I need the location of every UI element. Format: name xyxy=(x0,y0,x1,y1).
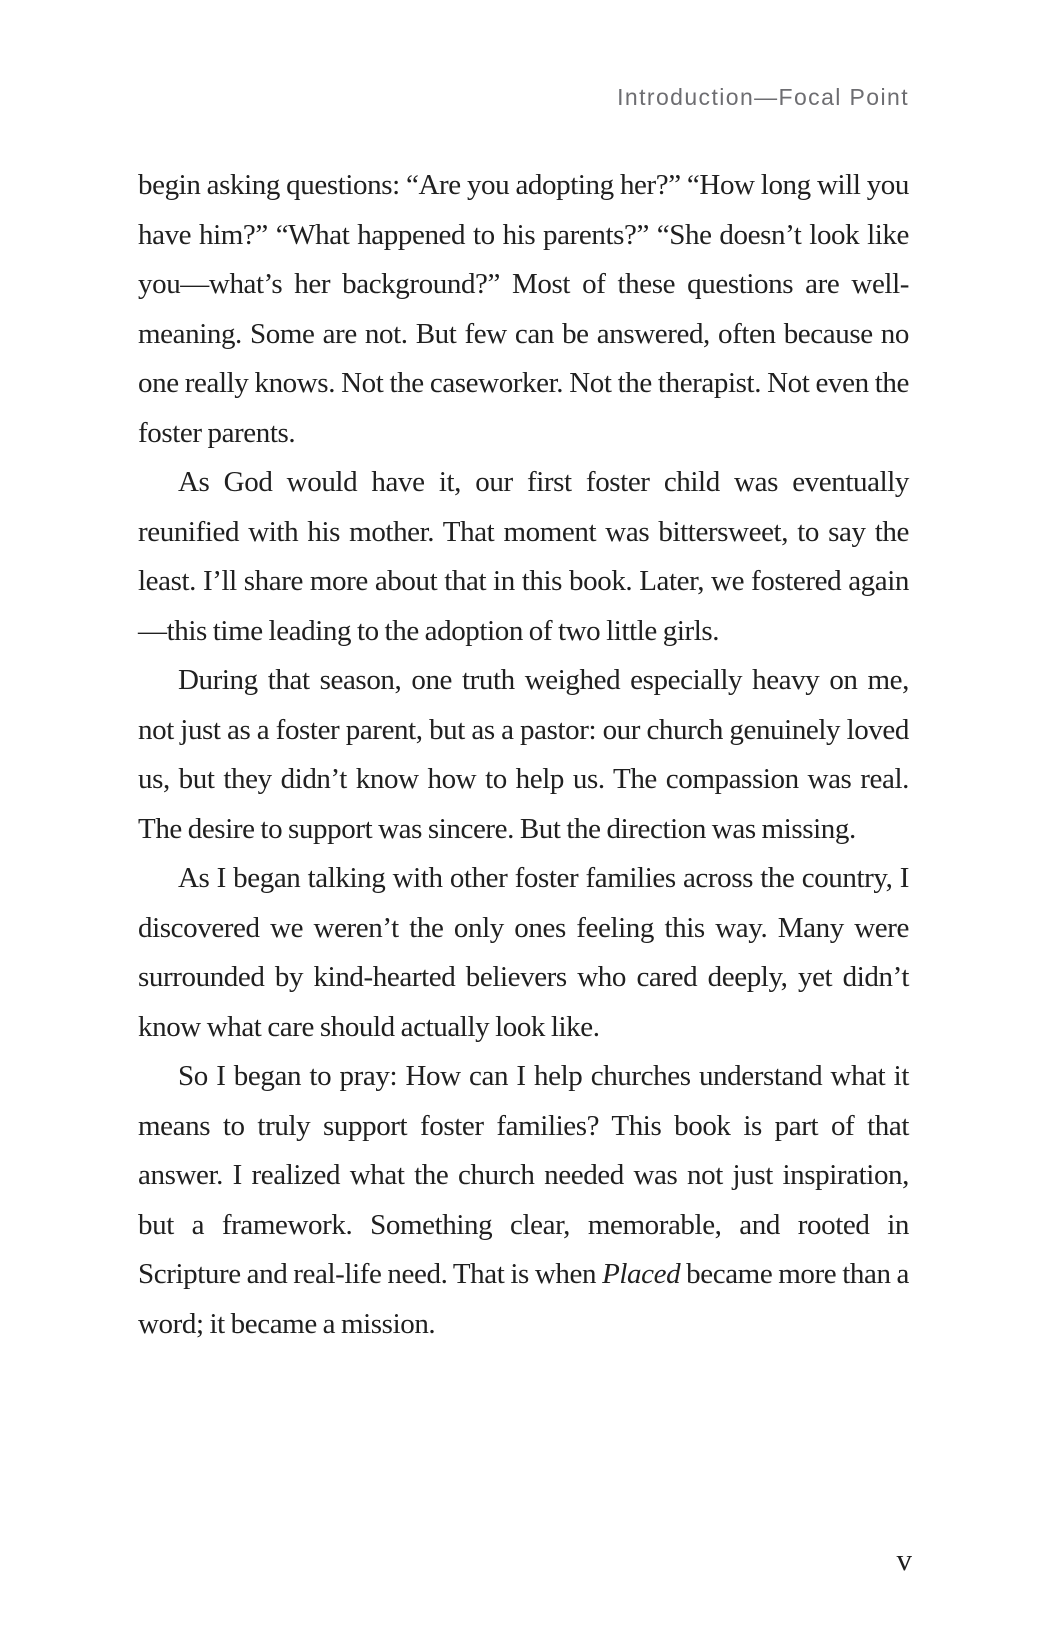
paragraph xyxy=(138,1052,909,1349)
paragraph-continuation: begin asking questions: “Are you adopting her?” “How long will you have him?” “What happened to his parents?” “She doesn’t look like you—what’s her background?” Most of these questions are well-meaning. Some are not. But few can be answered, often because no one really knows. Not the caseworker. Not the therapist. Not even the foster parents. xyxy=(138,169,909,449)
paragraph: As God would have it, our first foster child was eventually reunified with his mother. That moment was bittersweet, to say the least. I’ll share more about that in this book. Later, we fostered again—this time leading to the adoption of two little girls. xyxy=(138,466,909,647)
paragraph: As I began talking with other foster families across the country, I discovered we weren’t the only ones feeling this way. Many were surrounded by kind-hearted believers who cared deeply, yet didn’t know what care should actually look like. xyxy=(138,862,909,1043)
italic-book-title: Placed xyxy=(602,1258,681,1290)
paragraph: During that season, one truth weighed especially heavy on me, not just as a foster parent, but as a pastor: our church genuinely loved us, but they didn’t know how to help us. The compassion was real. The desire to support was sincere. But the direction was missing. xyxy=(138,664,909,845)
paragraph-text: became more than a word; it became a mission. xyxy=(138,1258,909,1340)
running-header: Introduction—Focal Point xyxy=(617,84,909,110)
paragraph-text: So I began to pray: How can I help churches understand what it means to truly support foster families? This book is part of that answer. I realized what the church needed was not just inspiration, but a framework. Something clear, memorable, and rooted in Scripture and real-life need. That is when xyxy=(138,1060,909,1290)
body-text xyxy=(138,161,909,1349)
page-number: v xyxy=(896,1542,912,1577)
